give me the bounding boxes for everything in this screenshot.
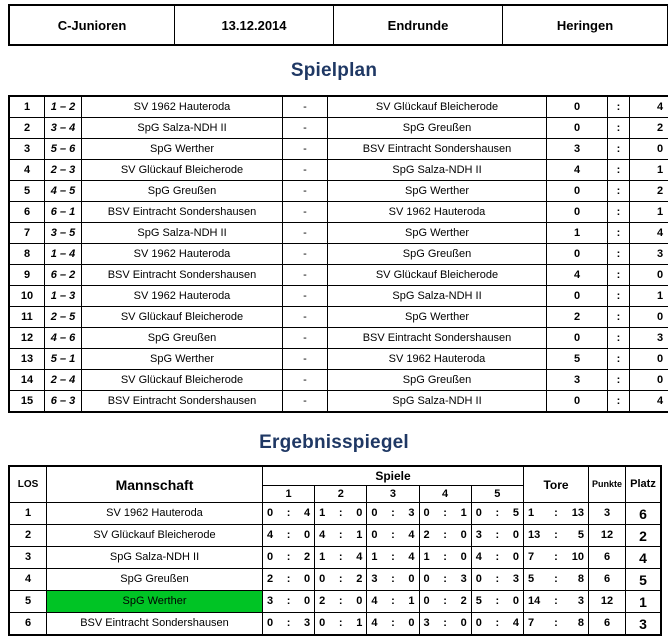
away-goals: 0 — [630, 349, 668, 370]
match-2-separator: : — [332, 613, 349, 636]
match-pairing: 5 – 1 — [45, 349, 82, 370]
match-3-separator: : — [384, 591, 401, 613]
match-4-goals-against: 0 — [454, 525, 471, 547]
match-pairing: 2 – 3 — [45, 160, 82, 181]
versus-dash: - — [283, 118, 328, 139]
spielplan-row — [9, 391, 668, 413]
match-1-goals-against: 0 — [297, 591, 314, 613]
match-3-goals-against: 4 — [402, 547, 419, 569]
match-5-goals-against: 0 — [506, 591, 524, 613]
match-number: 1 — [9, 96, 45, 118]
match-1-goals-for: 3 — [263, 591, 280, 613]
versus-dash: - — [283, 286, 328, 307]
spielplan-row — [9, 370, 668, 391]
match-number: 12 — [9, 328, 45, 349]
away-team-name: SV Glückauf Bleicherode — [328, 96, 547, 118]
tore-scored: 13 — [524, 525, 546, 547]
home-team-name: BSV Eintracht Sondershausen — [82, 391, 283, 413]
home-goals: 2 — [547, 307, 608, 328]
goals-separator: : — [608, 96, 630, 118]
row-punkte: 3 — [589, 503, 626, 525]
header-punkte: Punkte — [589, 466, 626, 503]
match-2-goals-against: 2 — [349, 569, 366, 591]
away-goals: 0 — [630, 265, 668, 286]
match-1-separator: : — [280, 547, 297, 569]
match-1-separator: : — [280, 591, 297, 613]
home-goals: 0 — [547, 244, 608, 265]
goals-separator: : — [608, 265, 630, 286]
header-spiele: Spiele — [263, 466, 524, 486]
match-3-separator: : — [384, 547, 401, 569]
header-platz: Platz — [626, 466, 662, 503]
row-punkte: 6 — [589, 547, 626, 569]
row-platz: 4 — [626, 547, 662, 569]
tore-conceded: 8 — [567, 613, 589, 636]
match-1-goals-for: 2 — [263, 569, 280, 591]
goals-separator: : — [608, 118, 630, 139]
match-number: 4 — [9, 160, 45, 181]
away-goals: 0 — [630, 139, 668, 160]
match-5-goals-against: 0 — [506, 525, 524, 547]
match-4-goals-for: 0 — [419, 503, 436, 525]
match-3-goals-for: 4 — [367, 591, 384, 613]
row-team-name: SpG Greußen — [47, 569, 263, 591]
match-4-goals-for: 0 — [419, 569, 436, 591]
match-2-goals-against: 0 — [349, 591, 366, 613]
home-goals: 4 — [547, 265, 608, 286]
match-3-goals-for: 0 — [367, 525, 384, 547]
away-team-name: SpG Greußen — [328, 118, 547, 139]
goals-separator: : — [608, 139, 630, 160]
match-number: 8 — [9, 244, 45, 265]
match-4-goals-against: 3 — [454, 569, 471, 591]
versus-dash: - — [283, 202, 328, 223]
goals-separator: : — [608, 223, 630, 244]
row-team-name: SV Glückauf Bleicherode — [47, 525, 263, 547]
spielplan-row — [9, 244, 668, 265]
goals-separator: : — [608, 286, 630, 307]
tore-conceded: 5 — [567, 525, 589, 547]
match-4-goals-against: 0 — [454, 613, 471, 636]
goals-separator: : — [608, 244, 630, 265]
match-4-separator: : — [436, 613, 453, 636]
goals-separator: : — [608, 181, 630, 202]
row-los-number: 3 — [9, 547, 47, 569]
spielplan-row — [9, 223, 668, 244]
versus-dash: - — [283, 181, 328, 202]
match-4-goals-for: 3 — [419, 613, 436, 636]
header-mannschaft: Mannschaft — [47, 466, 263, 503]
results-table-row — [9, 613, 661, 636]
ergebnisspiegel-title: Ergebnisspiegel — [259, 432, 409, 453]
row-punkte: 12 — [589, 525, 626, 547]
match-2-goals-against: 0 — [349, 503, 366, 525]
home-goals: 0 — [547, 202, 608, 223]
match-4-goals-against: 0 — [454, 547, 471, 569]
results-table-row — [9, 503, 661, 525]
spielplan-row — [9, 328, 668, 349]
goals-separator: : — [608, 202, 630, 223]
match-1-goals-against: 4 — [297, 503, 314, 525]
away-goals: 1 — [630, 286, 668, 307]
match-1-goals-for: 4 — [263, 525, 280, 547]
match-4-goals-for: 1 — [419, 547, 436, 569]
row-platz: 5 — [626, 569, 662, 591]
away-team-name: BSV Eintracht Sondershausen — [328, 328, 547, 349]
match-pairing: 3 – 5 — [45, 223, 82, 244]
match-pairing: 1 – 3 — [45, 286, 82, 307]
tore-conceded: 13 — [567, 503, 589, 525]
home-goals: 0 — [547, 391, 608, 413]
match-2-separator: : — [332, 591, 349, 613]
match-5-goals-against: 5 — [506, 503, 524, 525]
match-5-goals-for: 4 — [471, 547, 488, 569]
away-goals: 0 — [630, 370, 668, 391]
match-5-separator: : — [489, 591, 506, 613]
away-team-name: SpG Salza-NDH II — [328, 391, 547, 413]
versus-dash: - — [283, 96, 328, 118]
goals-separator: : — [608, 160, 630, 181]
home-team-name: SpG Werther — [82, 139, 283, 160]
spielplan-title: Spielplan — [290, 60, 378, 81]
row-punkte: 6 — [589, 613, 626, 636]
match-2-separator: : — [332, 569, 349, 591]
match-4-separator: : — [436, 525, 453, 547]
row-platz: 2 — [626, 525, 662, 547]
row-team-name: SV 1962 Hauteroda — [47, 503, 263, 525]
away-goals: 4 — [630, 96, 668, 118]
away-team-name: BSV Eintracht Sondershausen — [328, 139, 547, 160]
row-los-number: 1 — [9, 503, 47, 525]
away-goals: 2 — [630, 181, 668, 202]
versus-dash: - — [283, 244, 328, 265]
home-goals: 0 — [547, 118, 608, 139]
tore-scored: 7 — [524, 547, 546, 569]
match-5-goals-for: 0 — [471, 613, 488, 636]
versus-dash: - — [283, 223, 328, 244]
away-goals: 1 — [630, 202, 668, 223]
match-5-separator: : — [489, 613, 506, 636]
match-pairing: 2 – 4 — [45, 370, 82, 391]
versus-dash: - — [283, 391, 328, 413]
tore-separator: : — [545, 525, 567, 547]
goals-separator: : — [608, 349, 630, 370]
match-3-separator: : — [384, 613, 401, 636]
match-4-separator: : — [436, 503, 453, 525]
tore-separator: : — [545, 569, 567, 591]
match-2-goals-for: 0 — [315, 613, 332, 636]
versus-dash: - — [283, 139, 328, 160]
match-5-goals-for: 0 — [471, 503, 488, 525]
spielplan-row — [9, 96, 668, 118]
match-2-goals-for: 2 — [315, 591, 332, 613]
match-2-goals-for: 1 — [315, 547, 332, 569]
match-number: 2 — [9, 118, 45, 139]
spielplan-row — [9, 265, 668, 286]
row-platz: 6 — [626, 503, 662, 525]
header-spiel-5: 5 — [471, 486, 523, 503]
match-2-goals-against: 1 — [349, 613, 366, 636]
tore-conceded: 3 — [567, 591, 589, 613]
match-1-goals-for: 0 — [263, 503, 280, 525]
spielplan-table — [8, 95, 668, 413]
row-team-name: SpG Werther — [47, 591, 263, 613]
match-2-goals-for: 4 — [315, 525, 332, 547]
header-spiel-2: 2 — [315, 486, 367, 503]
match-3-goals-for: 1 — [367, 547, 384, 569]
match-number: 3 — [9, 139, 45, 160]
home-goals: 5 — [547, 349, 608, 370]
match-5-goals-against: 4 — [506, 613, 524, 636]
match-4-goals-for: 0 — [419, 591, 436, 613]
away-goals: 3 — [630, 328, 668, 349]
match-number: 15 — [9, 391, 45, 413]
results-table-row — [9, 591, 661, 613]
match-1-separator: : — [280, 569, 297, 591]
tore-scored: 1 — [524, 503, 546, 525]
header-spiel-4: 4 — [419, 486, 471, 503]
match-4-goals-against: 2 — [454, 591, 471, 613]
row-los-number: 5 — [9, 591, 47, 613]
away-team-name: SpG Werther — [328, 307, 547, 328]
match-3-goals-for: 0 — [367, 503, 384, 525]
match-1-separator: : — [280, 525, 297, 547]
home-team-name: SpG Greußen — [82, 328, 283, 349]
home-team-name: SV 1962 Hauteroda — [82, 244, 283, 265]
match-2-goals-against: 4 — [349, 547, 366, 569]
meta-row — [9, 5, 668, 45]
tore-scored: 14 — [524, 591, 546, 613]
match-2-goals-for: 1 — [315, 503, 332, 525]
header-spiel-3: 3 — [367, 486, 419, 503]
home-goals: 0 — [547, 286, 608, 307]
tore-conceded: 10 — [567, 547, 589, 569]
match-3-separator: : — [384, 569, 401, 591]
match-5-goals-for: 3 — [471, 525, 488, 547]
match-3-goals-against: 0 — [402, 613, 419, 636]
tore-conceded: 8 — [567, 569, 589, 591]
away-team-name: SV 1962 Hauteroda — [328, 202, 547, 223]
versus-dash: - — [283, 349, 328, 370]
row-punkte: 12 — [589, 591, 626, 613]
home-team-name: SV Glückauf Bleicherode — [82, 370, 283, 391]
match-5-goals-for: 5 — [471, 591, 488, 613]
home-team-name: SpG Salza-NDH II — [82, 118, 283, 139]
spielplan-row — [9, 286, 668, 307]
results-table-row — [9, 569, 661, 591]
spielplan-row — [9, 118, 668, 139]
spielplan-row — [9, 307, 668, 328]
match-1-goals-against: 2 — [297, 547, 314, 569]
away-team-name: SpG Salza-NDH II — [328, 160, 547, 181]
match-pairing: 1 – 2 — [45, 96, 82, 118]
match-1-separator: : — [280, 613, 297, 636]
results-table-row — [9, 547, 661, 569]
home-team-name: SV 1962 Hauteroda — [82, 96, 283, 118]
match-number: 11 — [9, 307, 45, 328]
versus-dash: - — [283, 370, 328, 391]
match-4-separator: : — [436, 547, 453, 569]
row-los-number: 6 — [9, 613, 47, 636]
tore-scored: 7 — [524, 613, 546, 636]
results-table-header — [9, 466, 661, 503]
row-team-name: BSV Eintracht Sondershausen — [47, 613, 263, 636]
match-1-goals-against: 0 — [297, 569, 314, 591]
match-pairing: 2 – 5 — [45, 307, 82, 328]
match-pairing: 4 – 5 — [45, 181, 82, 202]
results-table-row — [9, 525, 661, 547]
tournament-meta-header — [8, 4, 668, 46]
home-goals: 1 — [547, 223, 608, 244]
row-punkte: 6 — [589, 569, 626, 591]
match-3-separator: : — [384, 503, 401, 525]
match-3-separator: : — [384, 525, 401, 547]
home-team-name: SpG Salza-NDH II — [82, 223, 283, 244]
match-5-separator: : — [489, 569, 506, 591]
match-3-goals-for: 3 — [367, 569, 384, 591]
goals-separator: : — [608, 328, 630, 349]
match-pairing: 3 – 4 — [45, 118, 82, 139]
match-pairing: 5 – 6 — [45, 139, 82, 160]
goals-separator: : — [608, 370, 630, 391]
away-team-name: SpG Greußen — [328, 244, 547, 265]
away-team-name: SpG Werther — [328, 181, 547, 202]
match-number: 6 — [9, 202, 45, 223]
match-pairing: 6 – 2 — [45, 265, 82, 286]
spielplan-row — [9, 202, 668, 223]
header-spiel-1: 1 — [263, 486, 315, 503]
match-pairing: 1 – 4 — [45, 244, 82, 265]
match-4-separator: : — [436, 569, 453, 591]
meta-round: Endrunde — [334, 5, 503, 45]
header-tore: Tore — [524, 466, 589, 503]
tore-separator: : — [545, 591, 567, 613]
match-5-goals-against: 0 — [506, 547, 524, 569]
match-number: 7 — [9, 223, 45, 244]
match-2-separator: : — [332, 547, 349, 569]
match-4-goals-against: 1 — [454, 503, 471, 525]
match-5-goals-for: 0 — [471, 569, 488, 591]
results-header-row-1 — [9, 466, 661, 486]
tore-separator: : — [545, 547, 567, 569]
match-1-separator: : — [280, 503, 297, 525]
home-team-name: SpG Greußen — [82, 181, 283, 202]
match-5-separator: : — [489, 503, 506, 525]
match-pairing: 4 – 6 — [45, 328, 82, 349]
match-3-goals-against: 4 — [402, 525, 419, 547]
match-4-goals-for: 2 — [419, 525, 436, 547]
match-1-goals-against: 0 — [297, 525, 314, 547]
match-pairing: 6 – 1 — [45, 202, 82, 223]
away-goals: 4 — [630, 391, 668, 413]
ergebnisspiegel-table — [8, 465, 662, 636]
match-2-goals-against: 1 — [349, 525, 366, 547]
home-team-name: BSV Eintracht Sondershausen — [82, 265, 283, 286]
spielplan-row — [9, 139, 668, 160]
away-team-name: SV Glückauf Bleicherode — [328, 265, 547, 286]
match-number: 5 — [9, 181, 45, 202]
goals-separator: : — [608, 307, 630, 328]
spielplan-row — [9, 181, 668, 202]
away-goals: 0 — [630, 307, 668, 328]
row-los-number: 2 — [9, 525, 47, 547]
spielplan-row — [9, 349, 668, 370]
row-team-name: SpG Salza-NDH II — [47, 547, 263, 569]
away-team-name: SpG Werther — [328, 223, 547, 244]
tore-scored: 5 — [524, 569, 546, 591]
home-goals: 4 — [547, 160, 608, 181]
home-team-name: BSV Eintracht Sondershausen — [82, 202, 283, 223]
row-platz: 1 — [626, 591, 662, 613]
away-goals: 2 — [630, 118, 668, 139]
match-number: 10 — [9, 286, 45, 307]
header-los: LOS — [9, 466, 47, 503]
match-number: 14 — [9, 370, 45, 391]
tore-separator: : — [545, 613, 567, 636]
match-number: 13 — [9, 349, 45, 370]
home-goals: 0 — [547, 96, 608, 118]
away-team-name: SV 1962 Hauteroda — [328, 349, 547, 370]
away-goals: 3 — [630, 244, 668, 265]
versus-dash: - — [283, 307, 328, 328]
meta-age-group: C-Junioren — [9, 5, 175, 45]
away-goals: 4 — [630, 223, 668, 244]
match-3-goals-for: 4 — [367, 613, 384, 636]
away-team-name: SpG Greußen — [328, 370, 547, 391]
home-team-name: SV 1962 Hauteroda — [82, 286, 283, 307]
match-number: 9 — [9, 265, 45, 286]
away-team-name: SpG Salza-NDH II — [328, 286, 547, 307]
match-5-goals-against: 3 — [506, 569, 524, 591]
goals-separator: : — [608, 391, 630, 413]
match-5-separator: : — [489, 547, 506, 569]
match-1-goals-for: 0 — [263, 613, 280, 636]
home-goals: 3 — [547, 370, 608, 391]
meta-venue: Heringen — [503, 5, 668, 45]
row-platz: 3 — [626, 613, 662, 636]
home-team-name: SV Glückauf Bleicherode — [82, 160, 283, 181]
match-1-goals-against: 3 — [297, 613, 314, 636]
home-goals: 0 — [547, 181, 608, 202]
match-5-separator: : — [489, 525, 506, 547]
match-1-goals-for: 0 — [263, 547, 280, 569]
versus-dash: - — [283, 160, 328, 181]
match-3-goals-against: 1 — [402, 591, 419, 613]
versus-dash: - — [283, 265, 328, 286]
spielplan-row — [9, 160, 668, 181]
match-pairing: 6 – 3 — [45, 391, 82, 413]
home-team-name: SpG Werther — [82, 349, 283, 370]
home-goals: 3 — [547, 139, 608, 160]
match-3-goals-against: 3 — [402, 503, 419, 525]
match-2-goals-for: 0 — [315, 569, 332, 591]
away-goals: 1 — [630, 160, 668, 181]
home-goals: 0 — [547, 328, 608, 349]
match-2-separator: : — [332, 503, 349, 525]
match-3-goals-against: 0 — [402, 569, 419, 591]
tore-separator: : — [545, 503, 567, 525]
match-4-separator: : — [436, 591, 453, 613]
match-2-separator: : — [332, 525, 349, 547]
meta-date: 13.12.2014 — [175, 5, 334, 45]
home-team-name: SV Glückauf Bleicherode — [82, 307, 283, 328]
row-los-number: 4 — [9, 569, 47, 591]
versus-dash: - — [283, 328, 328, 349]
